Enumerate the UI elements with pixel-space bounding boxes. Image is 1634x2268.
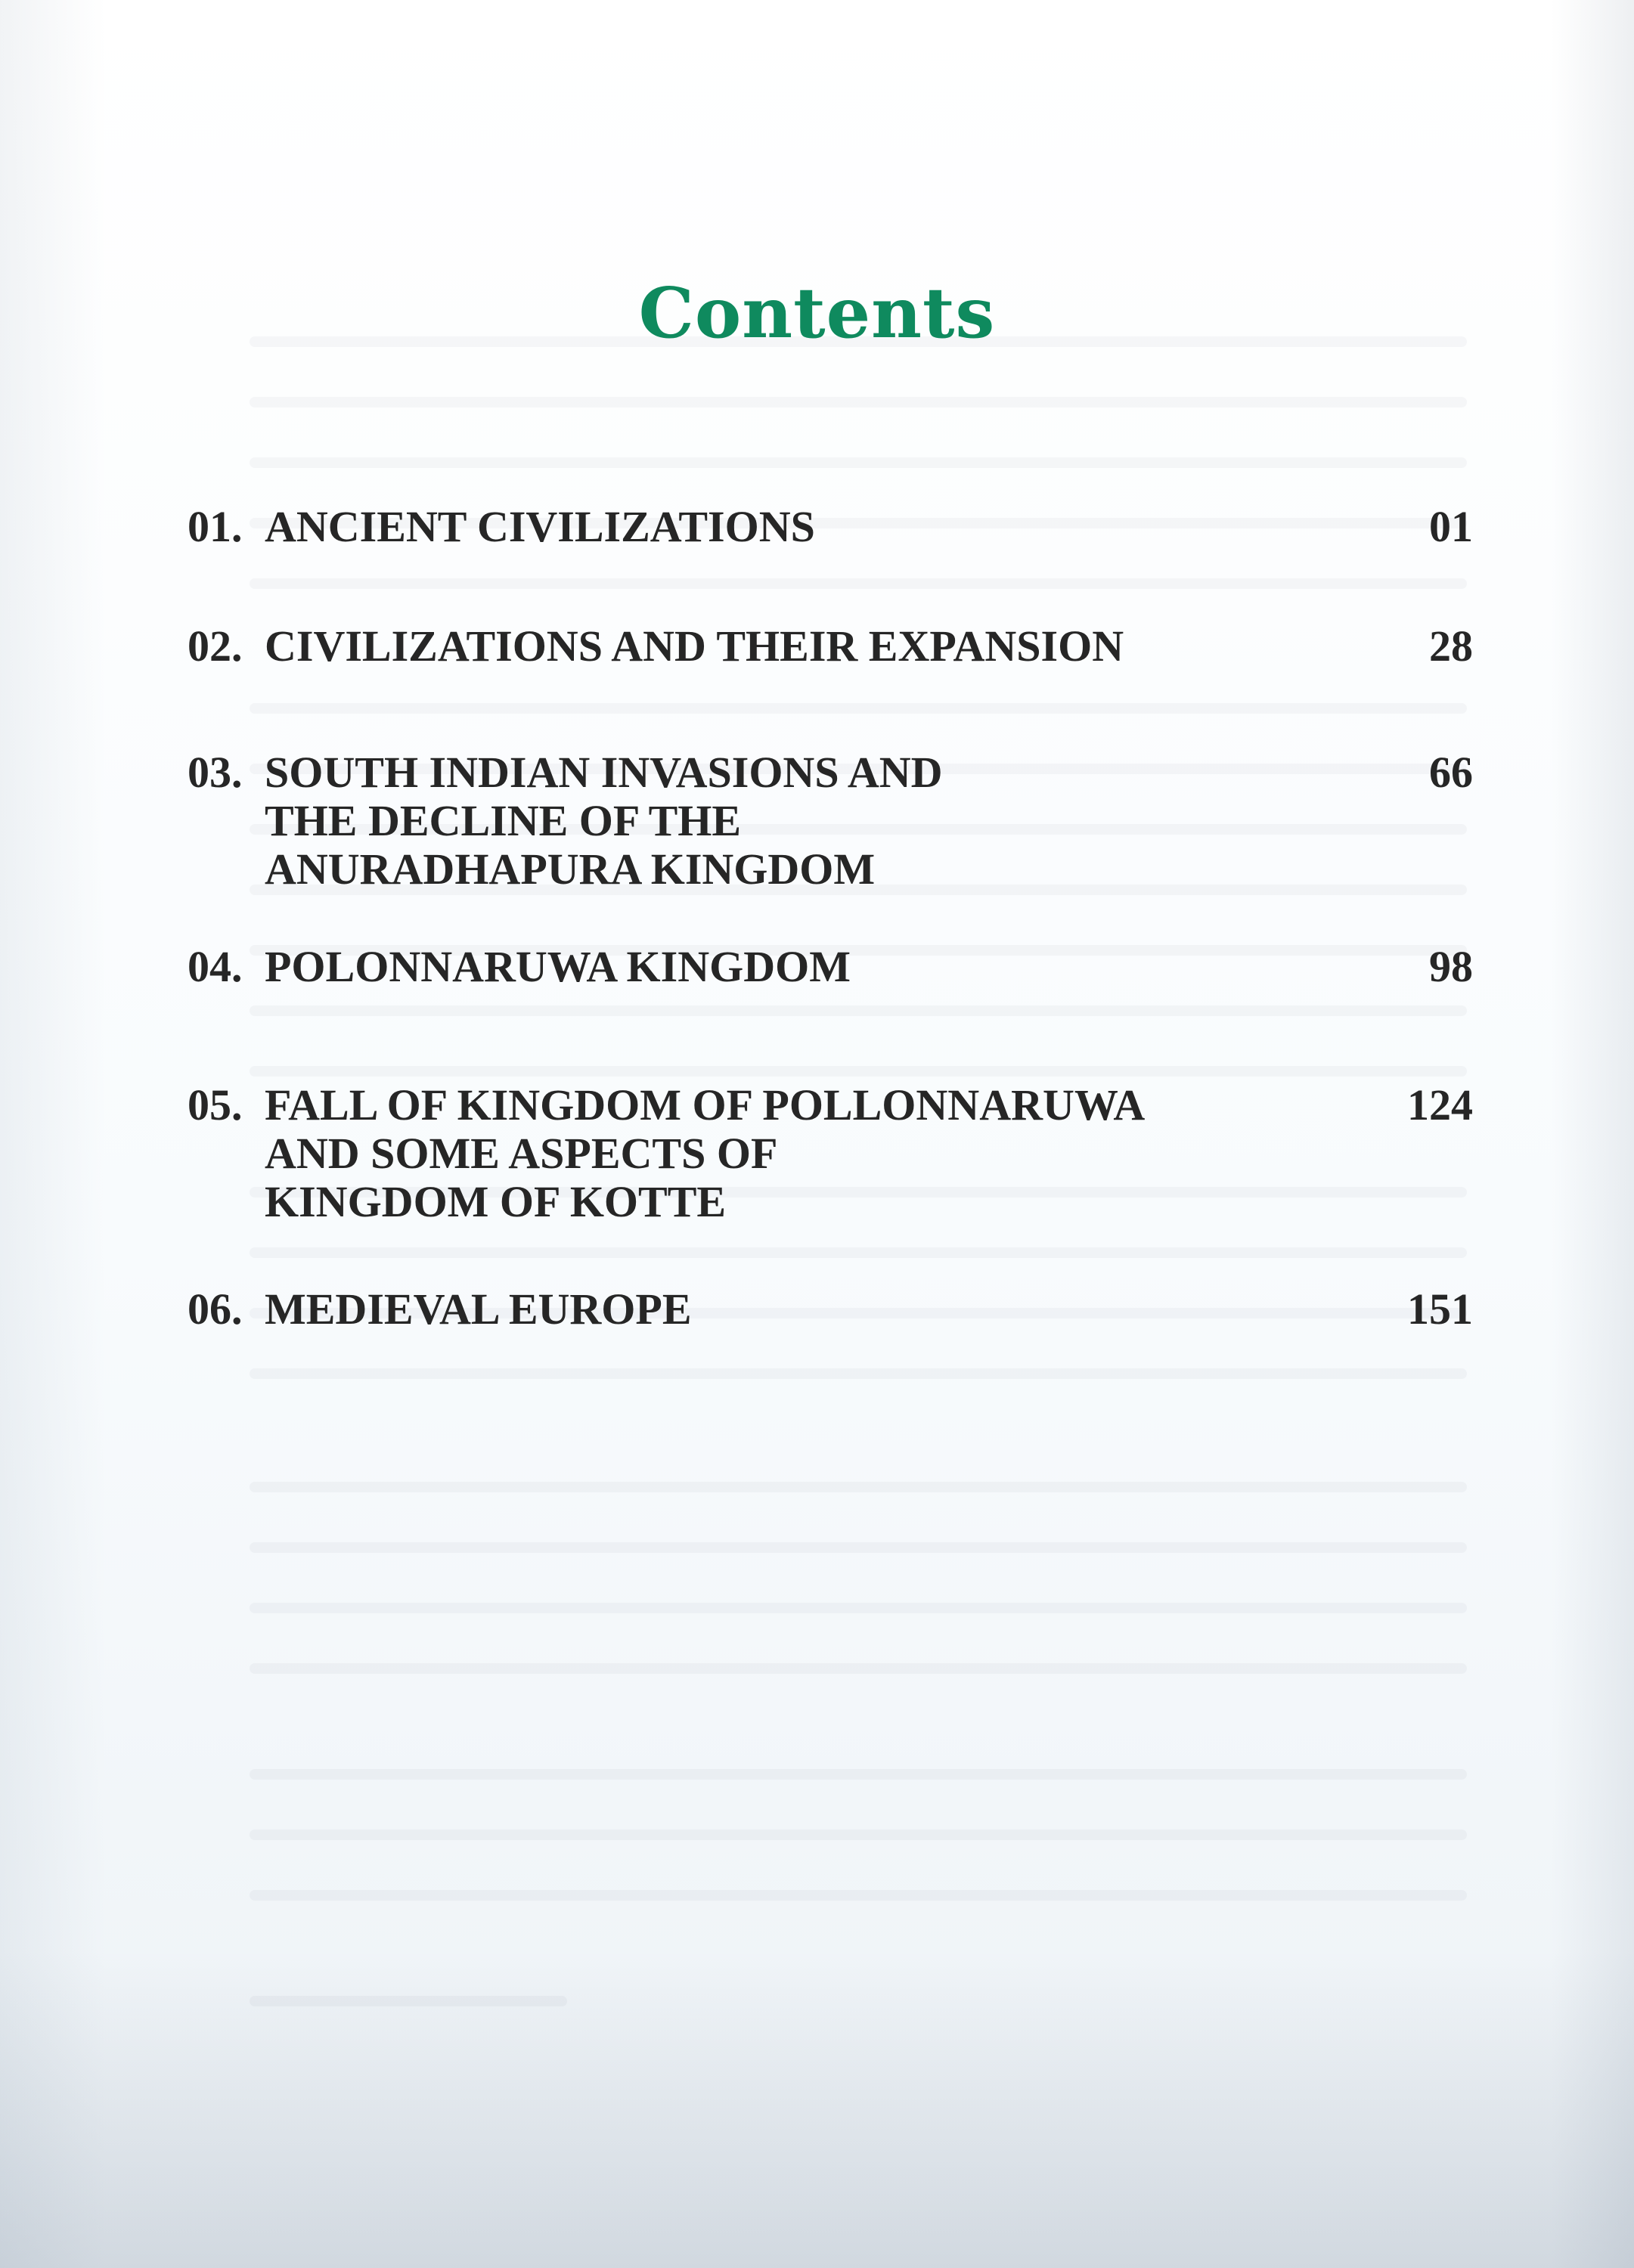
toc-entry-number: 03. — [188, 748, 243, 797]
toc-entry-number: 02. — [188, 621, 243, 671]
toc-entry-number: 06. — [188, 1284, 243, 1334]
toc-entry-title-line: THE DECLINE OF THE — [265, 796, 742, 845]
toc-entry-number: 01. — [188, 502, 243, 551]
toc-entry-page-number: 98 — [1429, 942, 1473, 991]
toc-entry-title — [265, 1081, 1361, 1226]
toc-entry-title-line: KINGDOM OF KOTTE — [265, 1177, 727, 1226]
toc-entry-title — [265, 503, 1361, 551]
toc-entry-title-line: POLONNARUWA KINGDOM — [265, 942, 851, 991]
toc-entry-title-line: MEDIEVAL EUROPE — [265, 1284, 692, 1334]
toc-entry-title-line: ANCIENT CIVILIZATIONS — [265, 502, 815, 551]
toc-entry-page-number: 66 — [1429, 748, 1473, 797]
toc-entry-page-number: 151 — [1407, 1284, 1473, 1334]
toc-entry-number: 05. — [188, 1080, 243, 1129]
toc-entry-title-line: ANURADHAPURA KINGDOM — [265, 844, 876, 894]
toc-entry-title-line: CIVILIZATIONS AND THEIR EXPANSION — [265, 621, 1124, 671]
toc-entry-page-number: 28 — [1429, 621, 1473, 671]
toc-entry-number: 04. — [188, 942, 243, 991]
contents-title: Contents — [638, 272, 996, 354]
toc-entry-title — [265, 943, 1361, 991]
toc-entry-page-number: 124 — [1407, 1080, 1473, 1129]
toc-entry-page-number: 01 — [1429, 502, 1473, 551]
toc-entry-title-line: AND SOME ASPECTS OF — [265, 1129, 778, 1178]
toc-entry-title-line: FALL OF KINGDOM OF POLLONNARUWA — [265, 1080, 1146, 1129]
toc-entry-title — [265, 748, 1361, 894]
toc-entry-title-line: SOUTH INDIAN INVASIONS AND — [265, 748, 943, 797]
page-shadow-bottom — [0, 1950, 1634, 2268]
toc-entry-title — [265, 1285, 1361, 1334]
toc-entry-title — [265, 622, 1361, 671]
